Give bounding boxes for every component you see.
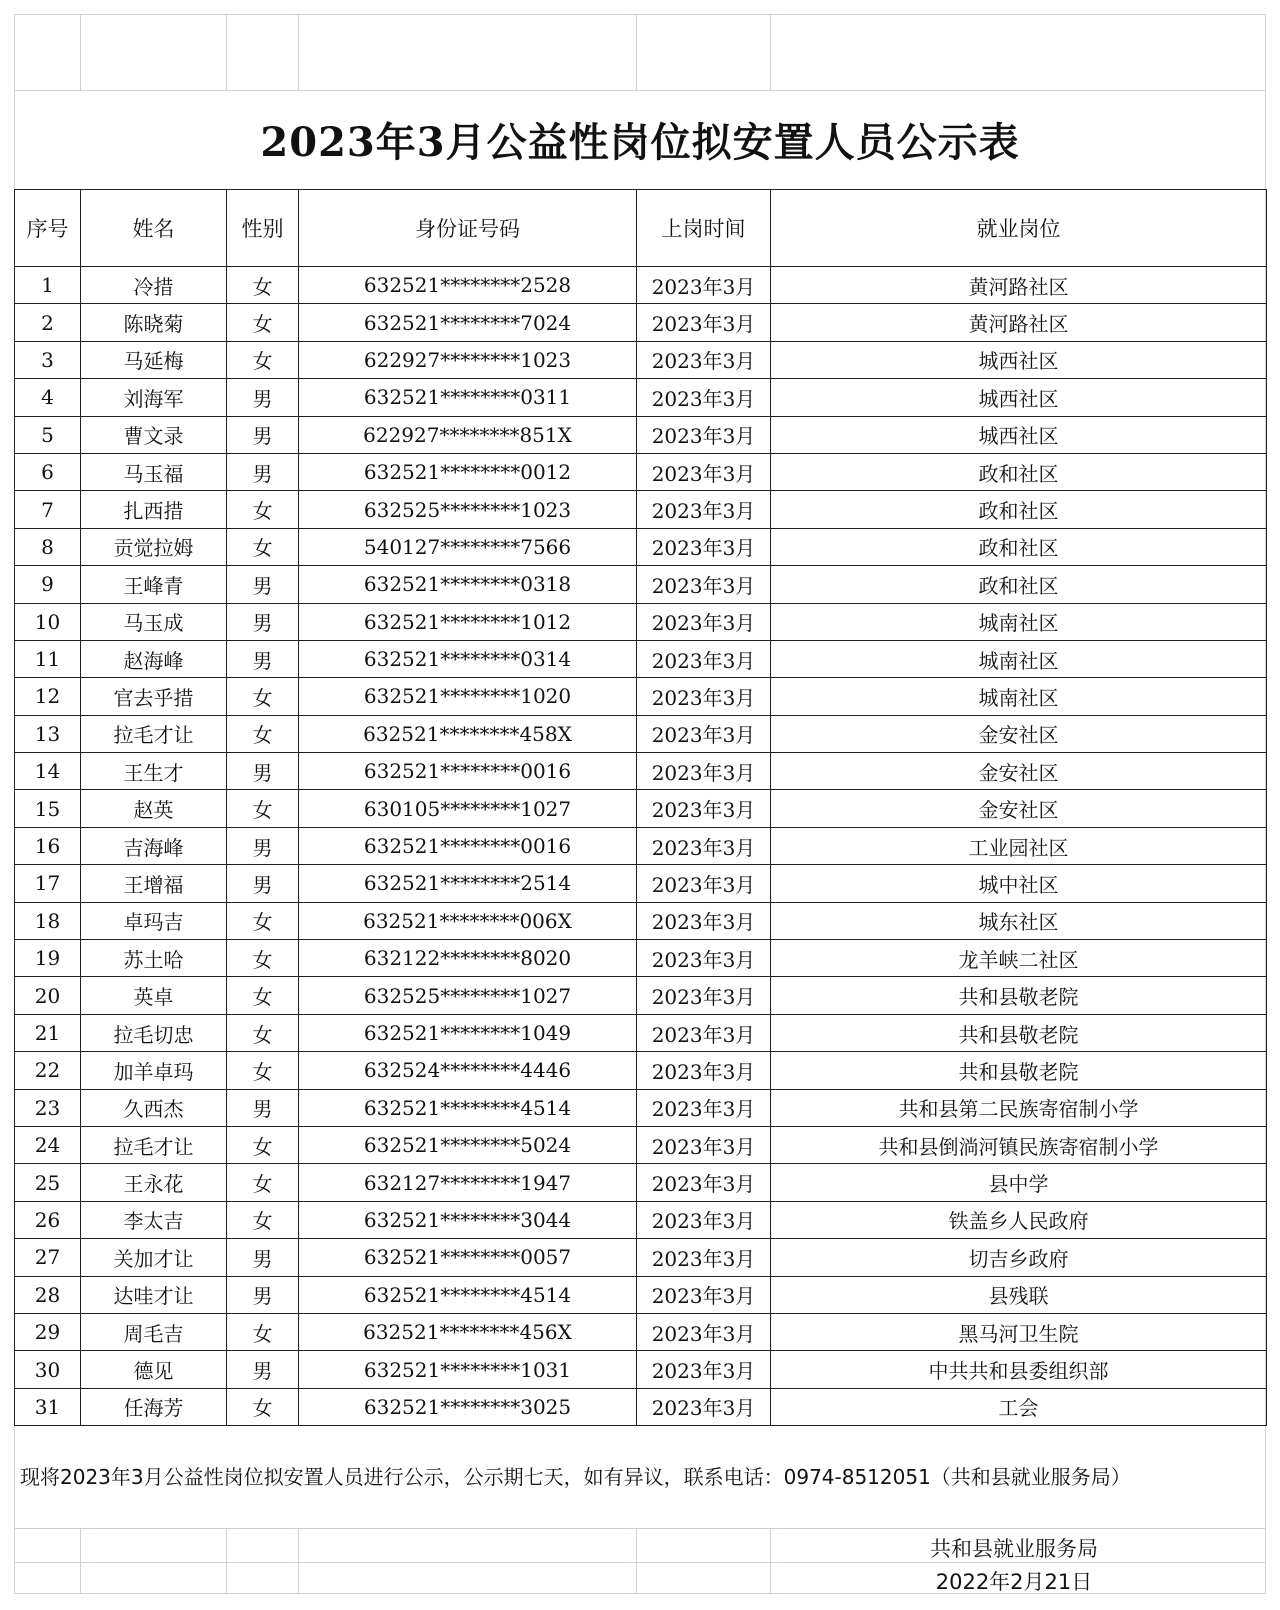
cell-index: 15 xyxy=(15,790,81,827)
cell-position: 黄河路社区 xyxy=(771,267,1267,304)
notice-text: 现将2023年3月公益性岗位拟安置人员进行公示，公示期七天，如有异议，联系电话：0974-8512051（共和县就业服务局） xyxy=(20,1465,1131,1489)
cell-name: 马延梅 xyxy=(81,341,227,378)
page-title: 2023年3月公益性岗位拟安置人员公示表 xyxy=(260,118,1020,166)
cell-name: 曹文录 xyxy=(81,416,227,453)
cell-position: 黑马河卫生院 xyxy=(771,1313,1267,1350)
cell-id-number: 632521********0012 xyxy=(299,453,637,490)
cell-name: 刘海军 xyxy=(81,379,227,416)
cell-position: 金安社区 xyxy=(771,715,1267,752)
cell-name: 冷措 xyxy=(81,267,227,304)
cell-index: 17 xyxy=(15,865,81,902)
cell-id-number: 632521********4514 xyxy=(299,1089,637,1126)
cell-position: 城西社区 xyxy=(771,416,1267,453)
table-row xyxy=(15,491,1267,528)
cell-id-number: 632521********3025 xyxy=(299,1388,637,1425)
cell-start-date: 2023年3月 xyxy=(637,566,771,603)
cell-start-date: 2023年3月 xyxy=(637,1239,771,1276)
table-row xyxy=(15,1052,1267,1089)
grid-line xyxy=(80,1528,81,1594)
cell-name: 拉毛才让 xyxy=(81,1126,227,1163)
cell-position: 城西社区 xyxy=(771,379,1267,416)
cell-name: 卓玛吉 xyxy=(81,902,227,939)
grid-line xyxy=(14,90,1266,91)
cell-position: 共和县第二民族寄宿制小学 xyxy=(771,1089,1267,1126)
cell-gender: 女 xyxy=(227,1388,299,1425)
cell-id-number: 632521********456X xyxy=(299,1313,637,1350)
table-row xyxy=(15,1388,1267,1425)
cell-index: 23 xyxy=(15,1089,81,1126)
cell-start-date: 2023年3月 xyxy=(637,790,771,827)
cell-id-number: 632521********2514 xyxy=(299,865,637,902)
cell-start-date: 2023年3月 xyxy=(637,603,771,640)
cell-start-date: 2023年3月 xyxy=(637,715,771,752)
cell-start-date: 2023年3月 xyxy=(637,977,771,1014)
cell-start-date: 2023年3月 xyxy=(637,1313,771,1350)
cell-gender: 女 xyxy=(227,1126,299,1163)
table-row xyxy=(15,1201,1267,1238)
cell-id-number: 632521********006X xyxy=(299,902,637,939)
table-row xyxy=(15,1351,1267,1388)
table-row xyxy=(15,1239,1267,1276)
cell-id-number: 632521********1020 xyxy=(299,678,637,715)
cell-id-number: 632521********5024 xyxy=(299,1126,637,1163)
cell-index: 14 xyxy=(15,753,81,790)
grid-line xyxy=(636,1528,637,1594)
cell-gender: 女 xyxy=(227,341,299,378)
cell-index: 1 xyxy=(15,267,81,304)
cell-start-date: 2023年3月 xyxy=(637,267,771,304)
cell-name: 马玉成 xyxy=(81,603,227,640)
cell-start-date: 2023年3月 xyxy=(637,678,771,715)
table-row xyxy=(15,1313,1267,1350)
cell-gender: 男 xyxy=(227,1276,299,1313)
cell-index: 29 xyxy=(15,1313,81,1350)
cell-id-number: 632521********0318 xyxy=(299,566,637,603)
header-position: 就业岗位 xyxy=(771,190,1267,267)
cell-start-date: 2023年3月 xyxy=(637,1126,771,1163)
table-row xyxy=(15,1014,1267,1051)
cell-name: 周毛吉 xyxy=(81,1313,227,1350)
cell-gender: 女 xyxy=(227,902,299,939)
cell-position: 龙羊峡二社区 xyxy=(771,940,1267,977)
cell-id-number: 632521********0311 xyxy=(299,379,637,416)
cell-id-number: 632521********0016 xyxy=(299,827,637,864)
signature-date: 2022年2月21日 xyxy=(935,1570,1093,1594)
cell-start-date: 2023年3月 xyxy=(637,902,771,939)
cell-index: 25 xyxy=(15,1164,81,1201)
cell-id-number: 632521********0057 xyxy=(299,1239,637,1276)
cell-index: 16 xyxy=(15,827,81,864)
grid-line xyxy=(770,14,771,90)
cell-gender: 男 xyxy=(227,1089,299,1126)
cell-index: 20 xyxy=(15,977,81,1014)
cell-start-date: 2023年3月 xyxy=(637,416,771,453)
table-row xyxy=(15,267,1267,304)
cell-position: 城中社区 xyxy=(771,865,1267,902)
cell-name: 赵海峰 xyxy=(81,640,227,677)
cell-gender: 女 xyxy=(227,1313,299,1350)
cell-position: 铁盖乡人民政府 xyxy=(771,1201,1267,1238)
table-row xyxy=(15,379,1267,416)
cell-gender: 女 xyxy=(227,1052,299,1089)
cell-id-number: 622927********1023 xyxy=(299,341,637,378)
cell-id-number: 632521********1031 xyxy=(299,1351,637,1388)
cell-id-number: 632525********1023 xyxy=(299,491,637,528)
cell-id-number: 632524********4446 xyxy=(299,1052,637,1089)
cell-position: 城西社区 xyxy=(771,341,1267,378)
grid-line xyxy=(226,1528,227,1594)
cell-name: 扎西措 xyxy=(81,491,227,528)
cell-name: 赵英 xyxy=(81,790,227,827)
header-start-date: 上岗时间 xyxy=(637,190,771,267)
cell-index: 3 xyxy=(15,341,81,378)
cell-id-number: 540127********7566 xyxy=(299,528,637,565)
cell-position: 金安社区 xyxy=(771,753,1267,790)
table-row xyxy=(15,678,1267,715)
cell-position: 城南社区 xyxy=(771,640,1267,677)
table-row xyxy=(15,1089,1267,1126)
cell-position: 切吉乡政府 xyxy=(771,1239,1267,1276)
table-row xyxy=(15,790,1267,827)
cell-position: 共和县敬老院 xyxy=(771,1014,1267,1051)
cell-index: 21 xyxy=(15,1014,81,1051)
cell-gender: 男 xyxy=(227,416,299,453)
cell-gender: 男 xyxy=(227,379,299,416)
header-name: 姓名 xyxy=(81,190,227,267)
grid-line xyxy=(770,1528,771,1594)
cell-position: 县中学 xyxy=(771,1164,1267,1201)
table-row xyxy=(15,715,1267,752)
table-row xyxy=(15,827,1267,864)
cell-position: 城东社区 xyxy=(771,902,1267,939)
cell-name: 英卓 xyxy=(81,977,227,1014)
cell-index: 9 xyxy=(15,566,81,603)
cell-start-date: 2023年3月 xyxy=(637,1276,771,1313)
table-row xyxy=(15,566,1267,603)
cell-start-date: 2023年3月 xyxy=(637,379,771,416)
cell-index: 18 xyxy=(15,902,81,939)
table-row xyxy=(15,1276,1267,1313)
table-row xyxy=(15,940,1267,977)
cell-name: 官去乎措 xyxy=(81,678,227,715)
cell-position: 共和县敬老院 xyxy=(771,1052,1267,1089)
cell-index: 24 xyxy=(15,1126,81,1163)
cell-id-number: 632525********1027 xyxy=(299,977,637,1014)
table-row xyxy=(15,453,1267,490)
table-row xyxy=(15,640,1267,677)
cell-index: 22 xyxy=(15,1052,81,1089)
cell-id-number: 632521********4514 xyxy=(299,1276,637,1313)
cell-id-number: 632521********0016 xyxy=(299,753,637,790)
cell-index: 27 xyxy=(15,1239,81,1276)
cell-gender: 男 xyxy=(227,753,299,790)
cell-gender: 女 xyxy=(227,790,299,827)
cell-position: 共和县敬老院 xyxy=(771,977,1267,1014)
cell-name: 吉海峰 xyxy=(81,827,227,864)
cell-gender: 女 xyxy=(227,678,299,715)
cell-gender: 男 xyxy=(227,603,299,640)
grid-line xyxy=(298,1528,299,1594)
roster-table xyxy=(14,189,1267,1426)
grid-line xyxy=(226,14,227,90)
cell-position: 工业园社区 xyxy=(771,827,1267,864)
cell-start-date: 2023年3月 xyxy=(637,1388,771,1425)
cell-name: 王生才 xyxy=(81,753,227,790)
cell-position: 县残联 xyxy=(771,1276,1267,1313)
cell-position: 中共共和县委组织部 xyxy=(771,1351,1267,1388)
cell-position: 城南社区 xyxy=(771,603,1267,640)
cell-start-date: 2023年3月 xyxy=(637,1052,771,1089)
cell-gender: 女 xyxy=(227,491,299,528)
cell-index: 10 xyxy=(15,603,81,640)
cell-name: 德见 xyxy=(81,1351,227,1388)
cell-index: 7 xyxy=(15,491,81,528)
table-row xyxy=(15,603,1267,640)
cell-start-date: 2023年3月 xyxy=(637,640,771,677)
cell-start-date: 2023年3月 xyxy=(637,940,771,977)
cell-id-number: 632521********458X xyxy=(299,715,637,752)
cell-gender: 女 xyxy=(227,715,299,752)
cell-position: 政和社区 xyxy=(771,566,1267,603)
cell-name: 马玉福 xyxy=(81,453,227,490)
cell-name: 陈晓菊 xyxy=(81,304,227,341)
header-gender: 性别 xyxy=(227,190,299,267)
table-row xyxy=(15,341,1267,378)
cell-gender: 男 xyxy=(227,1351,299,1388)
cell-index: 19 xyxy=(15,940,81,977)
cell-name: 王增福 xyxy=(81,865,227,902)
cell-start-date: 2023年3月 xyxy=(637,1164,771,1201)
cell-position: 金安社区 xyxy=(771,790,1267,827)
cell-name: 久西杰 xyxy=(81,1089,227,1126)
table-body xyxy=(15,267,1267,1426)
cell-index: 8 xyxy=(15,528,81,565)
cell-gender: 女 xyxy=(227,940,299,977)
table-row xyxy=(15,304,1267,341)
cell-position: 城南社区 xyxy=(771,678,1267,715)
cell-position: 共和县倒淌河镇民族寄宿制小学 xyxy=(771,1126,1267,1163)
cell-index: 31 xyxy=(15,1388,81,1425)
cell-name: 拉毛切忠 xyxy=(81,1014,227,1051)
grid-line xyxy=(14,1528,1266,1529)
cell-gender: 男 xyxy=(227,827,299,864)
cell-gender: 女 xyxy=(227,267,299,304)
cell-id-number: 632521********0314 xyxy=(299,640,637,677)
cell-gender: 女 xyxy=(227,304,299,341)
cell-name: 加羊卓玛 xyxy=(81,1052,227,1089)
cell-start-date: 2023年3月 xyxy=(637,528,771,565)
cell-start-date: 2023年3月 xyxy=(637,1351,771,1388)
signature-org: 共和县就业服务局 xyxy=(930,1537,1098,1561)
table-header-row xyxy=(15,190,1267,267)
cell-start-date: 2023年3月 xyxy=(637,453,771,490)
cell-id-number: 632521********1012 xyxy=(299,603,637,640)
cell-name: 拉毛才让 xyxy=(81,715,227,752)
header-id-number: 身份证号码 xyxy=(299,190,637,267)
cell-index: 2 xyxy=(15,304,81,341)
cell-name: 关加才让 xyxy=(81,1239,227,1276)
cell-start-date: 2023年3月 xyxy=(637,491,771,528)
cell-start-date: 2023年3月 xyxy=(637,1089,771,1126)
cell-name: 任海芳 xyxy=(81,1388,227,1425)
cell-id-number: 630105********1027 xyxy=(299,790,637,827)
table-row xyxy=(15,528,1267,565)
header-index: 序号 xyxy=(15,190,81,267)
cell-index: 13 xyxy=(15,715,81,752)
cell-position: 政和社区 xyxy=(771,453,1267,490)
cell-start-date: 2023年3月 xyxy=(637,827,771,864)
cell-name: 李太吉 xyxy=(81,1201,227,1238)
cell-start-date: 2023年3月 xyxy=(637,865,771,902)
cell-index: 4 xyxy=(15,379,81,416)
cell-id-number: 632127********1947 xyxy=(299,1164,637,1201)
grid-line xyxy=(80,14,81,90)
cell-name: 苏土哈 xyxy=(81,940,227,977)
cell-name: 达哇才让 xyxy=(81,1276,227,1313)
cell-gender: 男 xyxy=(227,865,299,902)
cell-id-number: 632122********8020 xyxy=(299,940,637,977)
cell-id-number: 622927********851X xyxy=(299,416,637,453)
cell-name: 贡觉拉姆 xyxy=(81,528,227,565)
grid-line xyxy=(14,14,1266,15)
cell-position: 政和社区 xyxy=(771,528,1267,565)
cell-id-number: 632521********7024 xyxy=(299,304,637,341)
grid-line xyxy=(298,14,299,90)
cell-position: 工会 xyxy=(771,1388,1267,1425)
cell-start-date: 2023年3月 xyxy=(637,1201,771,1238)
table-row xyxy=(15,1164,1267,1201)
cell-position: 政和社区 xyxy=(771,491,1267,528)
table-row xyxy=(15,902,1267,939)
table-row xyxy=(15,753,1267,790)
cell-index: 5 xyxy=(15,416,81,453)
cell-start-date: 2023年3月 xyxy=(637,753,771,790)
cell-gender: 男 xyxy=(227,640,299,677)
cell-start-date: 2023年3月 xyxy=(637,304,771,341)
cell-name: 王峰青 xyxy=(81,566,227,603)
cell-index: 6 xyxy=(15,453,81,490)
cell-gender: 男 xyxy=(227,453,299,490)
cell-start-date: 2023年3月 xyxy=(637,1014,771,1051)
cell-gender: 女 xyxy=(227,1201,299,1238)
cell-id-number: 632521********2528 xyxy=(299,267,637,304)
cell-id-number: 632521********3044 xyxy=(299,1201,637,1238)
cell-name: 王永花 xyxy=(81,1164,227,1201)
table-row xyxy=(15,416,1267,453)
cell-index: 12 xyxy=(15,678,81,715)
cell-index: 11 xyxy=(15,640,81,677)
cell-position: 黄河路社区 xyxy=(771,304,1267,341)
cell-gender: 男 xyxy=(227,1239,299,1276)
cell-index: 30 xyxy=(15,1351,81,1388)
cell-start-date: 2023年3月 xyxy=(637,341,771,378)
table-row xyxy=(15,1126,1267,1163)
cell-index: 26 xyxy=(15,1201,81,1238)
cell-gender: 男 xyxy=(227,566,299,603)
grid-line xyxy=(636,14,637,90)
cell-gender: 女 xyxy=(227,528,299,565)
spreadsheet-sheet xyxy=(14,14,1266,1594)
table-row xyxy=(15,865,1267,902)
table-row xyxy=(15,977,1267,1014)
cell-gender: 女 xyxy=(227,1164,299,1201)
cell-index: 28 xyxy=(15,1276,81,1313)
cell-id-number: 632521********1049 xyxy=(299,1014,637,1051)
cell-gender: 女 xyxy=(227,1014,299,1051)
cell-gender: 女 xyxy=(227,977,299,1014)
